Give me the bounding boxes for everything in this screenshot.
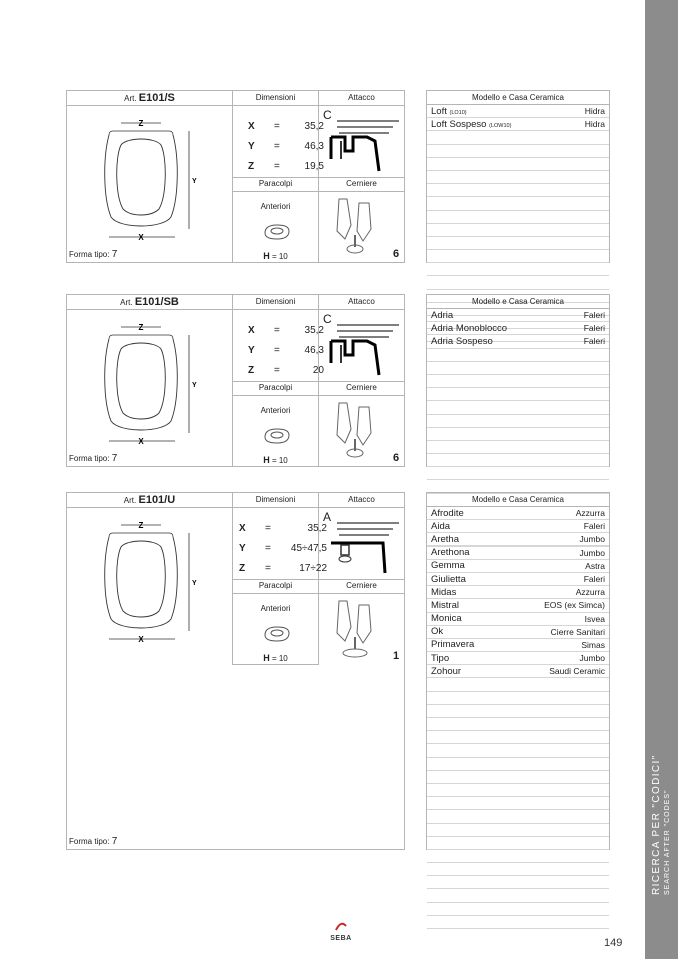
- model-name: Aretha: [431, 533, 459, 545]
- dimensioni-header: Dimensioni: [255, 297, 296, 306]
- model-row: [427, 145, 609, 158]
- cerniera-number: 6: [393, 248, 400, 260]
- seat-shape-drawing: [99, 117, 199, 243]
- model-row: [427, 263, 609, 276]
- svg-text:X: X: [138, 233, 144, 242]
- model-row: [427, 322, 609, 335]
- model-name: Zohour: [431, 665, 462, 677]
- model-name: Mistral: [431, 599, 459, 611]
- anteriori-label: Anteriori: [260, 604, 291, 613]
- cerniere-header: Cerniere: [346, 179, 377, 188]
- seba-logo: [327, 922, 355, 942]
- model-row: [427, 335, 609, 348]
- model-brand: Cierre Sanitari: [550, 626, 605, 637]
- svg-text:Y: Y: [192, 580, 197, 587]
- cerniere-header: Cerniere: [346, 383, 377, 392]
- svg-text:Y: Y: [192, 178, 197, 185]
- dim-y: Y = 45÷47,5: [239, 543, 327, 554]
- seat-shape-drawing: [99, 321, 199, 447]
- model-row: [427, 903, 609, 916]
- seba-logo-icon: [334, 922, 348, 932]
- model-row: [427, 639, 609, 652]
- model-row: [427, 507, 609, 520]
- model-row: [427, 613, 609, 626]
- models-header: Modello e Casa Ceramica: [427, 493, 609, 507]
- model-name: Loft (LO10): [431, 105, 467, 117]
- anteriori-label: Anteriori: [260, 406, 291, 415]
- dim-y: Y = 46,3: [248, 141, 324, 152]
- dim-z: Z = 19,5: [248, 161, 324, 172]
- model-row: [427, 573, 609, 586]
- h-value: H = 10: [263, 455, 288, 465]
- model-row: [427, 837, 609, 850]
- model-brand: Faleri: [583, 574, 605, 585]
- model-name: Arethona: [431, 547, 470, 559]
- models-rows: [427, 507, 609, 929]
- paracolpi-drawing: [263, 221, 291, 243]
- model-row: [427, 626, 609, 639]
- model-row: [427, 586, 609, 599]
- model-row: [427, 824, 609, 837]
- art-title: Art. E101/U: [123, 494, 176, 506]
- sidebar-line2: SEARCH AFTER "CODES": [664, 789, 671, 895]
- model-row: [427, 158, 609, 171]
- model-row: [427, 401, 609, 414]
- svg-text:Y: Y: [192, 382, 197, 389]
- h-value: H = 10: [263, 251, 288, 261]
- paracolpi-drawing: [263, 623, 291, 645]
- dimensioni-header: Dimensioni: [255, 495, 296, 504]
- model-row: [427, 276, 609, 289]
- models-table-1: [426, 90, 610, 263]
- model-row: [427, 415, 609, 428]
- dim-y: Y = 46,3: [248, 345, 324, 356]
- model-row: [427, 863, 609, 876]
- model-name: Primavera: [431, 639, 475, 651]
- model-row: [427, 599, 609, 612]
- forma-tipo: Forma tipo: 7: [69, 249, 118, 260]
- model-row: [427, 171, 609, 184]
- model-row: [427, 876, 609, 889]
- attacco-drawing: [323, 111, 403, 173]
- dim-x: X = 35,2: [248, 121, 324, 132]
- model-brand: Faleri: [583, 310, 605, 321]
- seba-logo-text: SEBA: [330, 935, 352, 942]
- paracolpi-header: Paracolpi: [258, 383, 293, 392]
- cerniera-drawing: [329, 597, 379, 659]
- paracolpi-header: Paracolpi: [258, 581, 293, 590]
- model-row: [427, 744, 609, 757]
- model-name: Midas: [431, 586, 457, 598]
- model-row: [427, 388, 609, 401]
- model-row: [427, 731, 609, 744]
- svg-text:Z: Z: [138, 323, 144, 332]
- model-code: (LOW10): [489, 122, 512, 129]
- model-brand: Saudi Ceramic: [549, 666, 605, 677]
- model-row: [427, 309, 609, 322]
- sidebar-line1: RICERCA PER "CODICI": [651, 754, 662, 895]
- attacco-letter: C: [323, 312, 332, 326]
- model-brand: Hidra: [584, 106, 605, 117]
- model-row: [427, 692, 609, 705]
- attacco-header: Attacco: [348, 93, 375, 102]
- model-row: [427, 184, 609, 197]
- model-row: [427, 652, 609, 665]
- model-row: [427, 547, 609, 560]
- model-name: Adria Monoblocco: [431, 322, 508, 334]
- svg-text:X: X: [138, 635, 144, 644]
- art-title: Art. E101/SB: [120, 296, 179, 308]
- sidebar-text: [652, 754, 671, 895]
- model-brand: Azzurra: [575, 587, 605, 598]
- model-row: [427, 758, 609, 771]
- attacco-letter: A: [323, 510, 332, 524]
- paracolpi-drawing: [263, 425, 291, 447]
- model-row: [427, 810, 609, 823]
- dim-z: Z = 17÷22: [239, 563, 327, 574]
- model-name: Adria: [431, 309, 454, 321]
- model-name: Aida: [431, 520, 451, 532]
- dimensioni-header: Dimensioni: [255, 93, 296, 102]
- model-brand: Jumbo: [579, 653, 605, 664]
- models-header: Modello e Casa Ceramica: [427, 295, 609, 309]
- model-row: [427, 349, 609, 362]
- model-name: Giulietta: [431, 573, 466, 585]
- model-row: [427, 889, 609, 902]
- model-row: [427, 665, 609, 678]
- model-name: Loft Sospeso (LOW10): [431, 118, 512, 130]
- page-number: 149: [604, 937, 623, 949]
- model-row: [427, 678, 609, 691]
- svg-text:Z: Z: [138, 521, 144, 530]
- svg-text:X: X: [138, 437, 144, 446]
- art-title: Art. E101/S: [124, 92, 175, 104]
- model-brand: Faleri: [583, 336, 605, 347]
- model-row: [427, 105, 609, 118]
- dim-x: X = 35,2: [248, 325, 324, 336]
- product-block-1: [66, 90, 405, 263]
- model-row: [427, 441, 609, 454]
- model-row: [427, 916, 609, 929]
- model-name: Tipo: [431, 652, 450, 664]
- model-name: Monica: [431, 613, 462, 625]
- model-row: [427, 362, 609, 375]
- model-row: [427, 224, 609, 237]
- models-header: Modello e Casa Ceramica: [427, 91, 609, 105]
- product-block-2: [66, 294, 405, 467]
- h-value: H = 10: [263, 653, 288, 663]
- model-row: [427, 467, 609, 480]
- model-brand: Isvea: [584, 613, 605, 624]
- product-block-3: [66, 492, 405, 850]
- model-brand: Astra: [585, 560, 605, 571]
- model-row: [427, 850, 609, 863]
- model-row: [427, 250, 609, 263]
- attacco-drawing: [323, 513, 403, 575]
- model-brand: Faleri: [583, 323, 605, 334]
- models-table-2: [426, 294, 610, 467]
- model-row: [427, 520, 609, 533]
- cerniera-drawing: [329, 195, 379, 257]
- model-row: [427, 454, 609, 467]
- model-row: [427, 784, 609, 797]
- model-row: [427, 705, 609, 718]
- model-row: [427, 375, 609, 388]
- dim-x: X = 35,2: [239, 523, 327, 534]
- attacco-drawing: [323, 315, 403, 377]
- models-table-3: [426, 492, 610, 850]
- attacco-header: Attacco: [348, 495, 375, 504]
- forma-tipo: Forma tipo: 7: [69, 453, 118, 464]
- model-name: Adria Sospeso: [431, 335, 493, 347]
- model-row: [427, 428, 609, 441]
- model-brand: Jumbo: [579, 534, 605, 545]
- model-brand: Faleri: [583, 521, 605, 532]
- model-row: [427, 771, 609, 784]
- model-brand: Simas: [581, 639, 605, 650]
- forma-tipo: Forma tipo: 7: [69, 836, 118, 847]
- model-name: Afrodite: [431, 507, 464, 519]
- seat-shape-drawing: [99, 519, 199, 645]
- cerniera-number: 1: [393, 650, 400, 662]
- attacco-header: Attacco: [348, 297, 375, 306]
- model-brand: EOS (ex Simca): [544, 600, 605, 611]
- model-row: [427, 118, 609, 131]
- cerniera-drawing: [329, 399, 379, 461]
- paracolpi-header: Paracolpi: [258, 179, 293, 188]
- model-row: [427, 211, 609, 224]
- model-row: [427, 797, 609, 810]
- model-row: [427, 718, 609, 731]
- svg-text:Z: Z: [138, 119, 144, 128]
- model-row: [427, 197, 609, 210]
- anteriori-label: Anteriori: [260, 202, 291, 211]
- dim-z: Z = 20: [248, 365, 324, 376]
- model-brand: Azzurra: [575, 508, 605, 519]
- model-name: Gemma: [431, 560, 465, 572]
- model-row: [427, 533, 609, 546]
- cerniere-header: Cerniere: [346, 581, 377, 590]
- model-code: (LO10): [449, 109, 467, 116]
- attacco-letter: C: [323, 108, 332, 122]
- model-row: [427, 131, 609, 144]
- model-brand: Jumbo: [579, 547, 605, 558]
- cerniera-number: 6: [393, 452, 400, 464]
- model-row: [427, 560, 609, 573]
- model-row: [427, 237, 609, 250]
- model-brand: Hidra: [584, 119, 605, 130]
- model-name: Ok: [431, 626, 444, 638]
